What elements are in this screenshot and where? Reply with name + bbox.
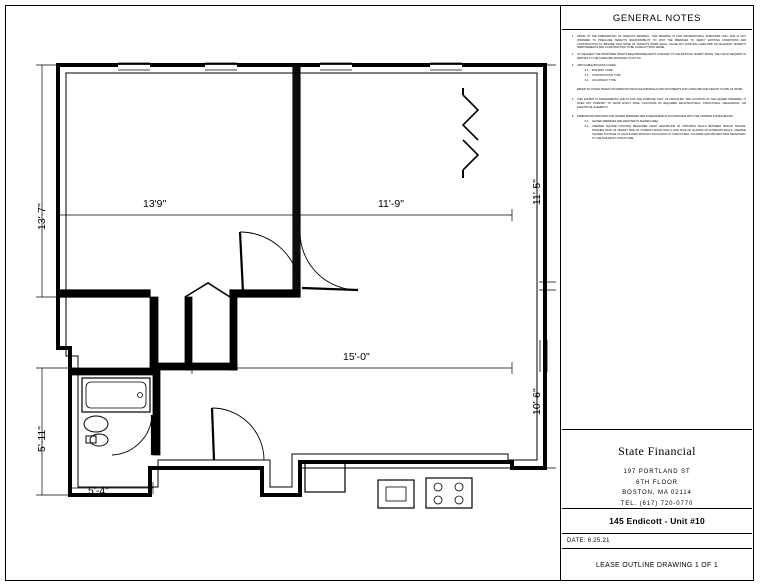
note-sub-number: 3.1. <box>584 68 589 72</box>
closet-wall-b <box>230 297 237 370</box>
note-text: PRIOR TO THE PREPARATION OF TENANT'S DRAWING, THIS DRAWING IS FOR INFORMATIONAL PURPOSES ONLY AND IS NOT INTENDED TO PRECLUDE TENANT'S RESPONSIBILITY TO VISIT THE PREMISES TO VERIFY EXISTING CONDITIONS AND CONSTRUCTION TO ENSURE THAT NONE OF TENANT'S WORK SHALL CAUSE ANY EXISTING LANDLORD OR ADJACENT TENANT'S IMPROVEMENTS AND CONSTRUCTION TO BE CONFLICT WITH LEASE. <box>577 35 746 50</box>
bathtub-basin <box>86 382 146 408</box>
address-line-1: 197 PORTLAND ST <box>623 469 691 475</box>
bathtub <box>82 378 150 412</box>
note-subitem <box>577 125 746 140</box>
dim-bath-width: 5'-4" <box>88 485 109 497</box>
note-sub-text: BUILDING CODE: <box>592 68 614 72</box>
door-leaf-bedroom1 <box>240 232 243 292</box>
note-number: 4. <box>571 98 574 102</box>
door-leaf-bedroom2 <box>302 288 358 290</box>
note-subitem <box>577 79 746 83</box>
general-notes-body <box>562 30 752 140</box>
project-title: 145 Endicott - Unit #10 <box>562 508 752 533</box>
note-subitem <box>577 120 746 124</box>
dim-right-upper: 11'-5" <box>531 179 543 205</box>
drawing-footer: LEASE OUTLINE DRAWING 1 OF 1 <box>562 548 752 583</box>
bath-wall-right <box>150 297 158 370</box>
note-item <box>566 53 746 61</box>
door-swing-bedroom2 <box>300 232 358 290</box>
panel-divider <box>560 5 561 581</box>
note-text: IN THE EVENT THE PROPOSED TENANT REQUIRES/REQUESTS CHANGES TO THE EXISTING TENANT SPACE, THEY MUST REQUEST IN WRITING TO THE LANDLORD APPROVAL TO DO SO. <box>577 53 746 60</box>
note-text <box>577 115 746 140</box>
bath-door-swing <box>112 415 152 455</box>
bath-sink <box>84 416 108 432</box>
dim-bedroom-1-width: 13'9" <box>143 198 167 210</box>
company-address <box>562 467 752 509</box>
dim-bedroom-2-width: 11'-9" <box>378 198 404 210</box>
address-line-3: BOSTON, MA 02114 <box>622 490 692 496</box>
interior-wall-horizontal-left <box>58 290 150 297</box>
building-outline <box>58 65 545 495</box>
note-text: THIS EXHIBIT IS DIAGRAMMATIC AND IS FOR THE PURPOSE ONLY OF INDICATING THE LOCATION OF THE LEASED PREMISES. IT DOES NOT PURPORT TO SHOW EXACT FINAL LOCATIONS OF REQUIRED ARCHITECTURAL, STRUCTURAL, MECHANICAL, OR ELECTRICAL ELEMENTS. <box>577 98 746 109</box>
general-notes-title: GENERAL NOTES <box>562 7 752 30</box>
hall-wall <box>150 363 237 370</box>
note-sub-number: 3.3. <box>584 78 589 82</box>
note-number: 5. <box>571 115 574 119</box>
address-line-2: 6TH FLOOR <box>636 479 678 486</box>
note-item <box>566 115 746 140</box>
kitchen-sink-basin <box>386 487 406 501</box>
note-item <box>566 88 746 92</box>
note-number: 1. <box>571 35 574 38</box>
interior-wall-horizontal-mid <box>230 290 300 297</box>
note-text-main: DIMENSIONS INDICATED FOR LEASED PREMISES ARE IN MEASURED IN ACCORDANCE WITH THE CRITERIA STATED BELOW: <box>577 115 734 119</box>
closet-wall-a <box>185 297 192 370</box>
closet-door-accordion-lower <box>463 140 478 170</box>
dim-left-upper: 13'-7" <box>36 203 48 230</box>
range-burner-1 <box>434 483 442 491</box>
note-subitem <box>577 74 746 78</box>
range-burner-3 <box>434 496 442 504</box>
note-sub-text: OCCUPANCY TYPE: <box>592 78 617 82</box>
note-sub-text: LEASED PREMISES ARE DENOTED IN SHADED AREA <box>592 120 659 124</box>
closet-door-accordion-upper <box>463 95 478 140</box>
interior-wall-vertical <box>293 65 300 290</box>
title-block <box>562 429 752 581</box>
kitchen-range <box>426 478 472 508</box>
range-burner-2 <box>455 483 463 491</box>
closet-roof <box>185 283 230 297</box>
company-block <box>562 429 752 508</box>
bath-wall-east <box>153 375 160 455</box>
note-text <box>577 64 746 83</box>
note-item <box>566 98 746 109</box>
general-notes-panel <box>562 7 752 429</box>
door-leaf-living <box>212 408 214 460</box>
company-name: State Financial <box>618 444 696 458</box>
bathtub-drain <box>138 393 143 398</box>
note-number <box>566 88 577 92</box>
building-outline-inner <box>66 73 537 487</box>
kitchen-sink-counter <box>378 480 414 508</box>
note-item <box>566 64 746 83</box>
dim-living-width: 15'-0" <box>343 351 370 363</box>
dim-right-lower: 10'-6" <box>531 388 543 415</box>
bath-wall-top <box>70 368 160 375</box>
toilet-bowl <box>90 434 108 446</box>
note-sub-number: 5.2. <box>584 125 589 129</box>
dim-bath-height: 5'-11" <box>36 426 48 452</box>
note-sub-number: 3.2. <box>584 73 589 77</box>
address-line-4: TEL. (617) 720-0770 <box>620 500 694 507</box>
drawing-date: DATE: 6.25.21 <box>562 533 752 548</box>
door-swing-bedroom1 <box>240 232 300 292</box>
note-text-main: APPLICABLE BUILDING CODES: <box>577 63 617 67</box>
note-subitem <box>577 69 746 73</box>
note-number: 2. <box>571 53 574 57</box>
note-sub-number: 5.1. <box>584 120 589 124</box>
range-burner-4 <box>455 496 463 504</box>
door-swing-living <box>212 408 264 460</box>
note-number: 3. <box>571 63 574 67</box>
note-item <box>566 35 746 50</box>
kitchen-counter-left <box>305 462 345 492</box>
note-text: REFER TO OTHER TENANT INFORMATION PACKAGE MATERIALS AND DOCUMENTS FOR LANDLORD AND TENANT SCOPE OF WORK. <box>577 88 744 92</box>
note-sub-text: USEABLE SQUARE FOOTAGE MEASURED FROM CENTERLINE OF OPPOSING WALLS BETWEEN TENANT SPACES; FINISHED FACE OF TENANT SIDE OF COMMON SPACE WALLS; AND FACE OF GLAZING ON EXTERIOR WALLS. USEABLE SQUARE FOOTAGE IS CALCULATED WITHOUT EXCLUSION OF STRUCTURAL COLUMNS AND PROJECTIONS NECESSARY TO THE BUILDING'S STRUCTURE. <box>592 125 746 140</box>
note-sub-text: CONSTRUCTION TYPE: <box>592 73 622 77</box>
